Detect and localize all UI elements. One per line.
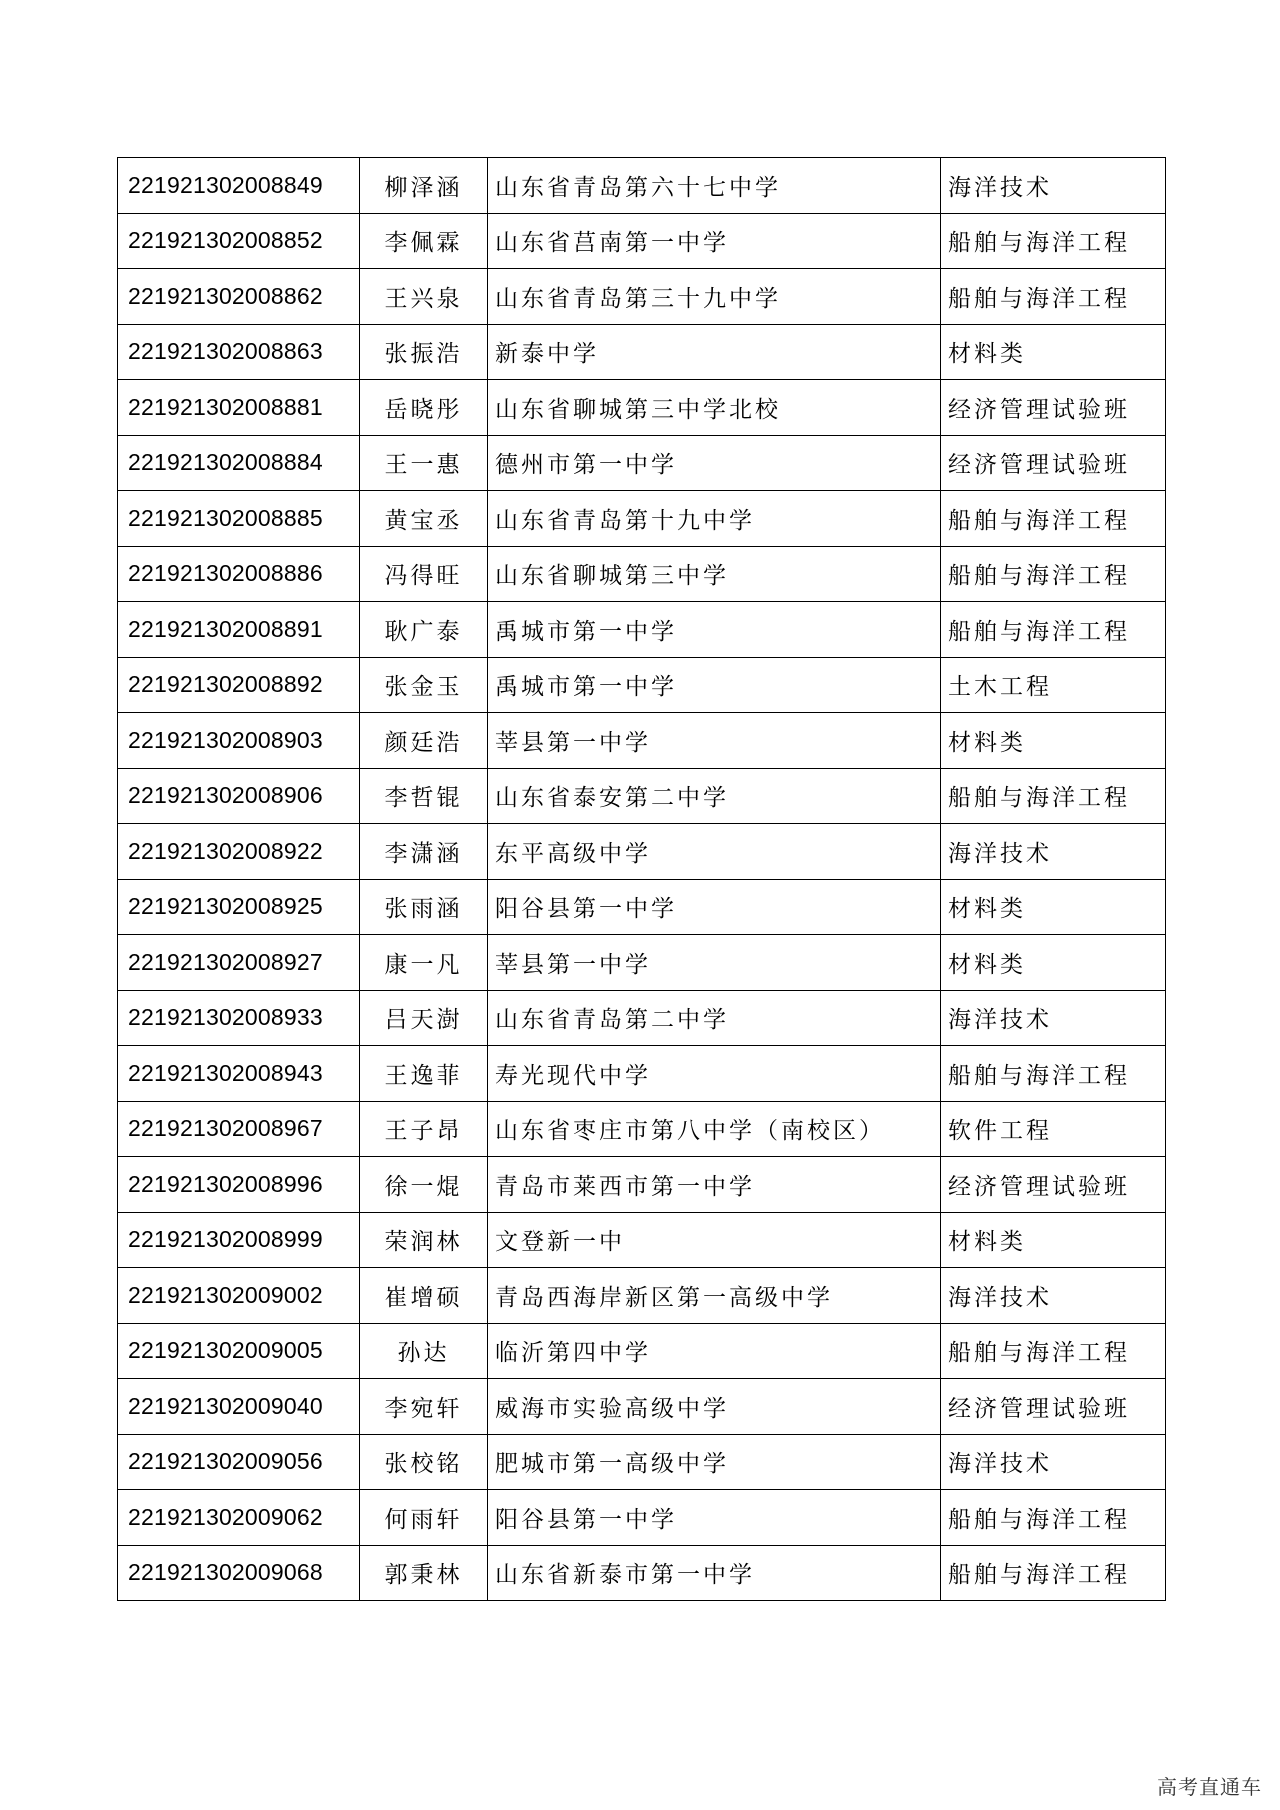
candidate-id-cell: 221921302008891 [118, 602, 360, 658]
school-name-cell: 禹城市第一中学 [488, 602, 941, 658]
candidate-id-cell: 221921302008943 [118, 1046, 360, 1102]
major-cell: 经济管理试验班 [941, 435, 1166, 491]
table-row [118, 435, 1166, 491]
school-name-cell: 山东省枣庄市第八中学（南校区） [488, 1101, 941, 1157]
student-name-cell: 康一凡 [360, 935, 488, 991]
table-row [118, 546, 1166, 602]
school-name-cell: 禹城市第一中学 [488, 657, 941, 713]
candidate-id-cell: 221921302008922 [118, 824, 360, 880]
major-cell: 土木工程 [941, 657, 1166, 713]
table-row [118, 491, 1166, 547]
school-name-cell: 阳谷县第一中学 [488, 879, 941, 935]
candidate-id-cell: 221921302009005 [118, 1323, 360, 1379]
candidate-id-cell: 221921302008892 [118, 657, 360, 713]
candidate-id-cell: 221921302008862 [118, 269, 360, 325]
student-name-cell: 张雨涵 [360, 879, 488, 935]
candidate-id-cell: 221921302008927 [118, 935, 360, 991]
school-name-cell: 德州市第一中学 [488, 435, 941, 491]
school-name-cell: 山东省青岛第二中学 [488, 990, 941, 1046]
major-cell: 海洋技术 [941, 158, 1166, 214]
student-name-cell: 李哲锟 [360, 768, 488, 824]
table-row [118, 602, 1166, 658]
table-row [118, 1212, 1166, 1268]
school-name-cell: 文登新一中 [488, 1212, 941, 1268]
school-name-cell: 临沂第四中学 [488, 1323, 941, 1379]
major-cell: 经济管理试验班 [941, 1157, 1166, 1213]
candidate-id-cell: 221921302008886 [118, 546, 360, 602]
school-name-cell: 东平高级中学 [488, 824, 941, 880]
candidate-id-cell: 221921302009068 [118, 1545, 360, 1601]
table-row [118, 1046, 1166, 1102]
school-name-cell: 山东省泰安第二中学 [488, 768, 941, 824]
table-row [118, 269, 1166, 325]
major-cell: 经济管理试验班 [941, 380, 1166, 436]
table-row [118, 935, 1166, 991]
student-name-cell: 岳晓彤 [360, 380, 488, 436]
table-row [118, 1268, 1166, 1324]
student-name-cell: 冯得旺 [360, 546, 488, 602]
admission-roster-table [117, 157, 1166, 1601]
major-cell: 材料类 [941, 879, 1166, 935]
major-cell: 船舶与海洋工程 [941, 602, 1166, 658]
candidate-id-cell: 221921302009062 [118, 1490, 360, 1546]
major-cell: 海洋技术 [941, 824, 1166, 880]
school-name-cell: 山东省青岛第三十九中学 [488, 269, 941, 325]
student-name-cell: 郭秉林 [360, 1545, 488, 1601]
table-row [118, 1434, 1166, 1490]
table-row [118, 380, 1166, 436]
candidate-id-cell: 221921302008884 [118, 435, 360, 491]
school-name-cell: 山东省莒南第一中学 [488, 213, 941, 269]
student-name-cell: 王兴泉 [360, 269, 488, 325]
table-row [118, 1157, 1166, 1213]
major-cell: 海洋技术 [941, 1268, 1166, 1324]
major-cell: 船舶与海洋工程 [941, 1046, 1166, 1102]
student-name-cell: 颜廷浩 [360, 713, 488, 769]
student-name-cell: 王一惠 [360, 435, 488, 491]
student-name-cell: 耿广泰 [360, 602, 488, 658]
major-cell: 船舶与海洋工程 [941, 1490, 1166, 1546]
candidate-id-cell: 221921302008863 [118, 324, 360, 380]
student-name-cell: 柳泽涵 [360, 158, 488, 214]
major-cell: 经济管理试验班 [941, 1379, 1166, 1435]
major-cell: 船舶与海洋工程 [941, 1545, 1166, 1601]
student-name-cell: 黄宝丞 [360, 491, 488, 547]
student-name-cell: 孙达 [360, 1323, 488, 1379]
table-row [118, 1323, 1166, 1379]
major-cell: 船舶与海洋工程 [941, 213, 1166, 269]
table-row [118, 1490, 1166, 1546]
table-row [118, 824, 1166, 880]
student-name-cell: 李佩霖 [360, 213, 488, 269]
candidate-id-cell: 221921302008925 [118, 879, 360, 935]
table-row [118, 1101, 1166, 1157]
school-name-cell: 莘县第一中学 [488, 935, 941, 991]
major-cell: 海洋技术 [941, 1434, 1166, 1490]
candidate-id-cell: 221921302008849 [118, 158, 360, 214]
candidate-id-cell: 221921302008885 [118, 491, 360, 547]
school-name-cell: 寿光现代中学 [488, 1046, 941, 1102]
student-name-cell: 张振浩 [360, 324, 488, 380]
school-name-cell: 山东省青岛第六十七中学 [488, 158, 941, 214]
candidate-id-cell: 221921302009040 [118, 1379, 360, 1435]
major-cell: 海洋技术 [941, 990, 1166, 1046]
table-row [118, 657, 1166, 713]
site-watermark: 高考直通车 [1157, 1775, 1262, 1799]
student-name-cell: 李宛轩 [360, 1379, 488, 1435]
table-row [118, 990, 1166, 1046]
student-name-cell: 张校铭 [360, 1434, 488, 1490]
table-row [118, 1545, 1166, 1601]
candidate-id-cell: 221921302008852 [118, 213, 360, 269]
school-name-cell: 青岛市莱西市第一中学 [488, 1157, 941, 1213]
major-cell: 船舶与海洋工程 [941, 269, 1166, 325]
major-cell: 材料类 [941, 713, 1166, 769]
candidate-id-cell: 221921302008967 [118, 1101, 360, 1157]
school-name-cell: 山东省新泰市第一中学 [488, 1545, 941, 1601]
table-row [118, 768, 1166, 824]
major-cell: 船舶与海洋工程 [941, 1323, 1166, 1379]
candidate-id-cell: 221921302009002 [118, 1268, 360, 1324]
candidate-id-cell: 221921302008903 [118, 713, 360, 769]
candidate-id-cell: 221921302008933 [118, 990, 360, 1046]
major-cell: 材料类 [941, 935, 1166, 991]
candidate-id-cell: 221921302008999 [118, 1212, 360, 1268]
school-name-cell: 阳谷县第一中学 [488, 1490, 941, 1546]
major-cell: 船舶与海洋工程 [941, 546, 1166, 602]
school-name-cell: 山东省聊城第三中学 [488, 546, 941, 602]
table-row [118, 1379, 1166, 1435]
student-name-cell: 王子昂 [360, 1101, 488, 1157]
candidate-id-cell: 221921302008996 [118, 1157, 360, 1213]
roster-table-body [118, 158, 1166, 1601]
student-name-cell: 崔增硕 [360, 1268, 488, 1324]
major-cell: 软件工程 [941, 1101, 1166, 1157]
student-name-cell: 王逸菲 [360, 1046, 488, 1102]
school-name-cell: 威海市实验高级中学 [488, 1379, 941, 1435]
school-name-cell: 新泰中学 [488, 324, 941, 380]
table-row [118, 158, 1166, 214]
school-name-cell: 肥城市第一高级中学 [488, 1434, 941, 1490]
school-name-cell: 山东省青岛第十九中学 [488, 491, 941, 547]
table-row [118, 879, 1166, 935]
major-cell: 船舶与海洋工程 [941, 491, 1166, 547]
major-cell: 材料类 [941, 324, 1166, 380]
student-name-cell: 李潇涵 [360, 824, 488, 880]
school-name-cell: 山东省聊城第三中学北校 [488, 380, 941, 436]
candidate-id-cell: 221921302008881 [118, 380, 360, 436]
table-row [118, 713, 1166, 769]
major-cell: 船舶与海洋工程 [941, 768, 1166, 824]
student-name-cell: 张金玉 [360, 657, 488, 713]
table-row [118, 213, 1166, 269]
student-name-cell: 荣润林 [360, 1212, 488, 1268]
student-name-cell: 徐一焜 [360, 1157, 488, 1213]
candidate-id-cell: 221921302008906 [118, 768, 360, 824]
candidate-id-cell: 221921302009056 [118, 1434, 360, 1490]
major-cell: 材料类 [941, 1212, 1166, 1268]
student-name-cell: 何雨轩 [360, 1490, 488, 1546]
student-name-cell: 吕天澍 [360, 990, 488, 1046]
table-row [118, 324, 1166, 380]
school-name-cell: 青岛西海岸新区第一高级中学 [488, 1268, 941, 1324]
school-name-cell: 莘县第一中学 [488, 713, 941, 769]
